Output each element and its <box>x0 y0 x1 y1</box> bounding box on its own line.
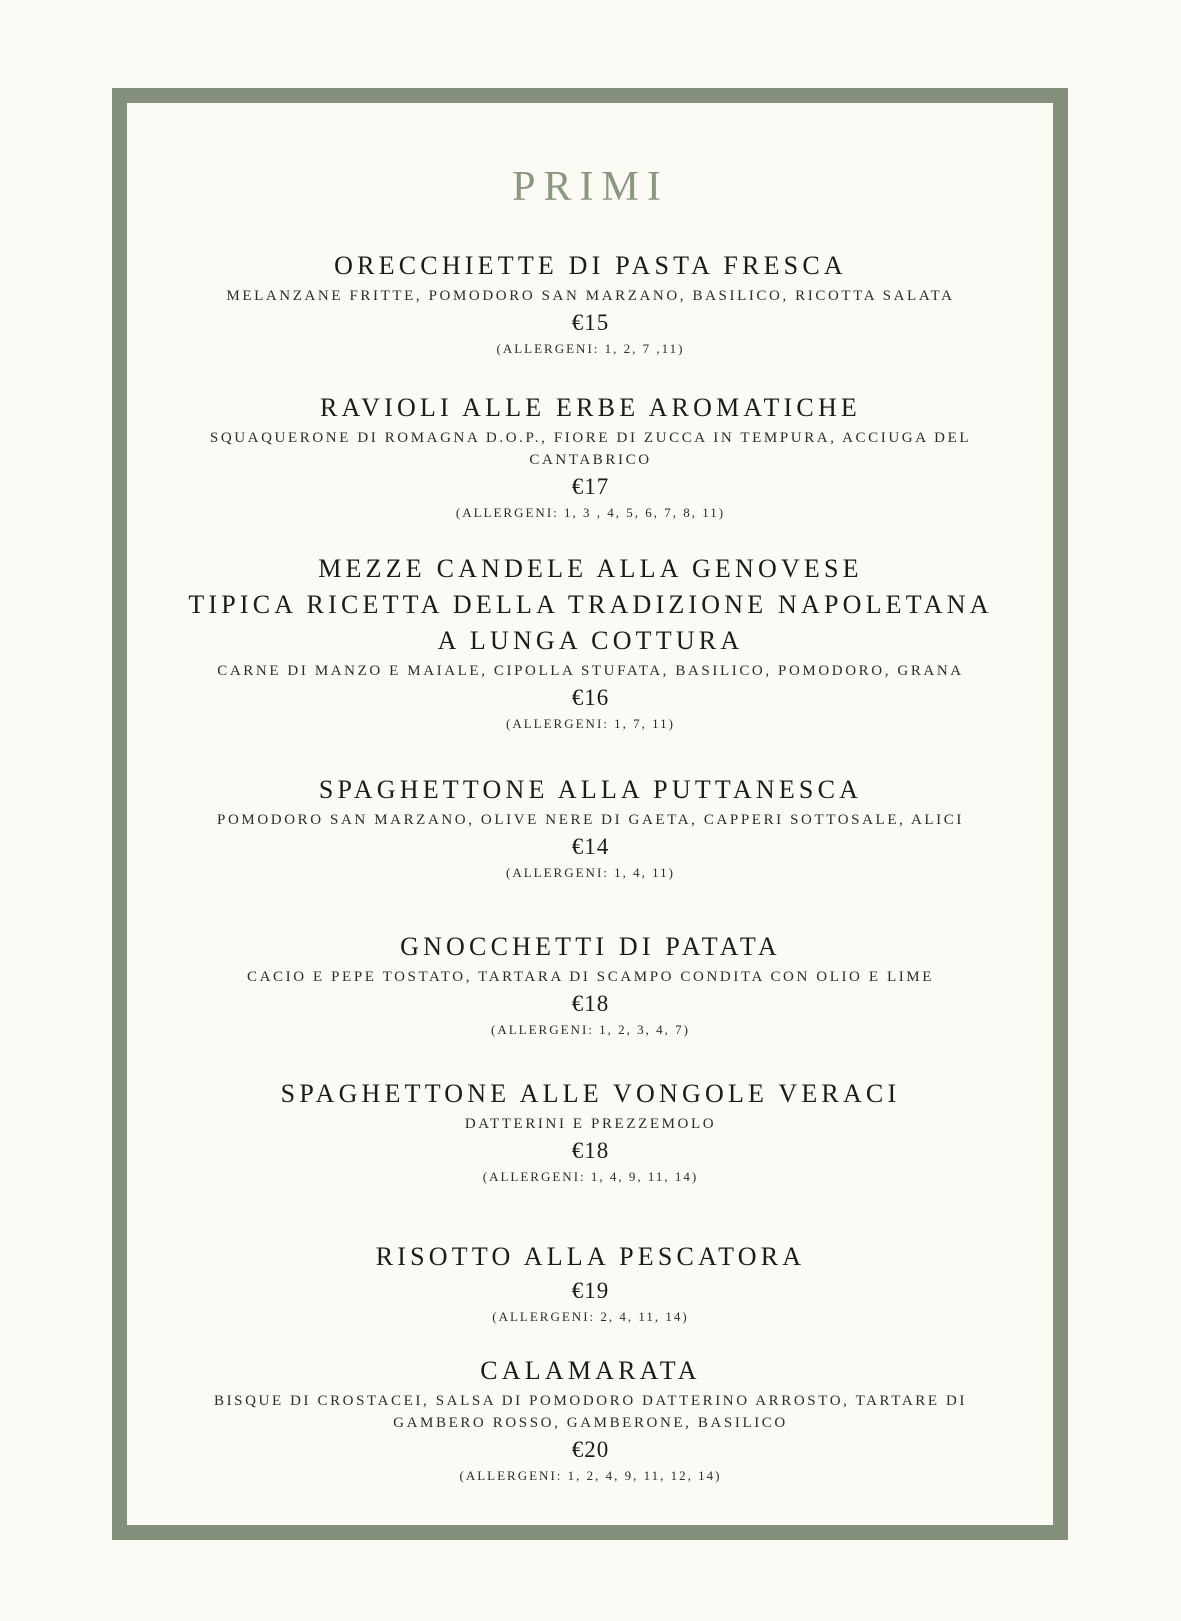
menu-item-vongole <box>0 1076 1181 1188</box>
dish-description: SQUAQUERONE DI ROMAGNA D.O.P., FIORE DI ZUCCA IN TEMPURA, ACCIUGA DEL CANTABRICO <box>209 430 972 468</box>
dish-price: €20 <box>571 1437 610 1462</box>
dish-price: €18 <box>571 991 610 1016</box>
dish-price: €16 <box>571 685 610 710</box>
dish-allergens: (ALLERGENI: 1, 2, 4, 9, 11, 12, 14) <box>459 1468 722 1483</box>
dish-allergens: (ALLERGENI: 2, 4, 11, 14) <box>492 1309 689 1324</box>
dish-name: ORECCHIETTE DI PASTA FRESCA <box>334 251 847 280</box>
menu-item-risotto <box>0 1239 1181 1328</box>
section-title: PRIMI <box>512 164 669 210</box>
menu-item-orecchiette <box>0 248 1181 360</box>
dish-price: €15 <box>571 310 610 335</box>
dish-price: €14 <box>571 834 610 859</box>
dish-name: SPAGHETTONE ALLA PUTTANESCA <box>318 775 863 804</box>
menu-item-gnocchetti <box>0 929 1181 1041</box>
dish-description: CARNE DI MANZO E MAIALE, CIPOLLA STUFATA, BASILICO, POMODORO, GRANA <box>217 663 964 679</box>
dish-price: €17 <box>571 474 610 499</box>
dish-name: SPAGHETTONE ALLE VONGOLE VERACI <box>280 1079 901 1108</box>
dish-allergens: (ALLERGENI: 1, 2, 7 ,11) <box>496 341 685 356</box>
dish-description: MELANZANE FRITTE, POMODORO SAN MARZANO, BASILICO, RICOTTA SALATA <box>226 288 955 304</box>
dish-description: POMODORO SAN MARZANO, OLIVE NERE DI GAETA, CAPPERI SOTTOSALE, ALICI <box>217 812 964 828</box>
dish-allergens: (ALLERGENI: 1, 4, 9, 11, 14) <box>482 1169 699 1184</box>
menu-item-puttanesca <box>0 772 1181 884</box>
dish-name: GNOCCHETTI DI PATATA <box>400 932 781 961</box>
menu-item-calamarata <box>0 1353 1181 1487</box>
dish-description: CACIO E PEPE TOSTATO, TARTARA DI SCAMPO CONDITA CON OLIO E LIME <box>246 969 935 985</box>
dish-allergens: (ALLERGENI: 1, 7, 11) <box>506 716 675 731</box>
dish-allergens: (ALLERGENI: 1, 3 , 4, 5, 6, 7, 8, 11) <box>455 505 726 520</box>
dish-price: €19 <box>571 1278 610 1303</box>
dish-allergens: (ALLERGENI: 1, 2, 3, 4, 7) <box>491 1022 690 1037</box>
dish-allergens: (ALLERGENI: 1, 4, 11) <box>506 865 675 880</box>
dish-name: RISOTTO ALLA PESCATORA <box>375 1242 806 1271</box>
dish-name: MEZZE CANDELE ALLA GENOVESE TIPICA RICETTA DELLA TRADIZIONE NAPOLETANA A LUNGA COTTURA <box>188 554 993 655</box>
menu-item-ravioli <box>0 390 1181 524</box>
dish-description: DATTERINI E PREZZEMOLO <box>464 1116 717 1132</box>
dish-name: CALAMARATA <box>480 1356 701 1385</box>
menu-item-mezze-candele <box>0 551 1181 735</box>
dish-name: RAVIOLI ALLE ERBE AROMATICHE <box>319 393 862 422</box>
dish-price: €18 <box>571 1138 610 1163</box>
dish-description: BISQUE DI CROSTACEI, SALSA DI POMODORO DATTERINO ARROSTO, TARTARE DI GAMBERO ROSSO, GAMBERONE, BASILICO <box>213 1393 968 1431</box>
